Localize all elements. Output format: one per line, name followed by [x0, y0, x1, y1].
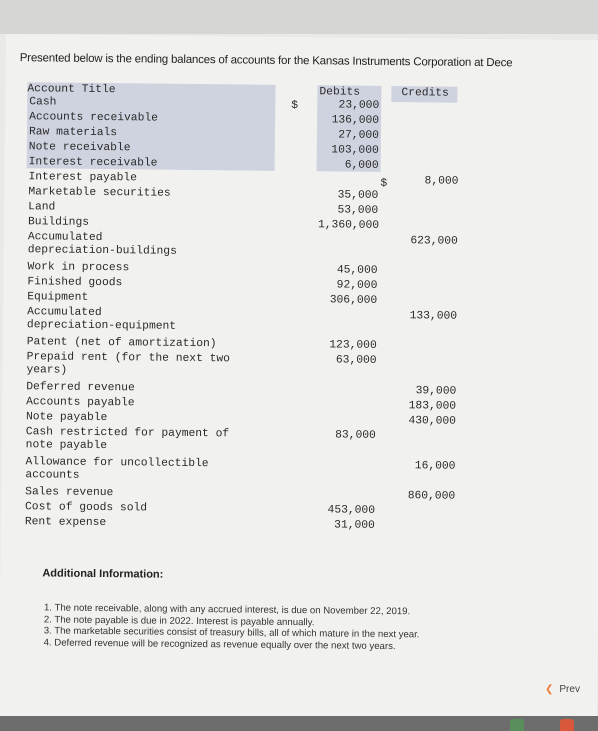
additional-notes	[44, 602, 420, 652]
note-item: 1. The note receivable, along with any accrued interest, is due on November 22, 2019.	[43, 602, 411, 618]
credit-value: 623,000	[410, 235, 458, 248]
account-title-cell: Equipment	[27, 291, 89, 304]
debit-value: 1,360,000	[317, 219, 380, 232]
debit-value: 136,000	[331, 114, 380, 127]
account-title-cell: Allowance for uncollectible accounts	[25, 456, 209, 482]
chevron-left-icon: ❮	[545, 684, 554, 695]
browser-top-bar	[0, 0, 598, 34]
debit-value: 63,000	[335, 354, 377, 367]
taskbar-app-icon[interactable]	[510, 719, 524, 731]
account-title-cell: Patent (net of amortization)	[26, 336, 217, 351]
bottom-bar	[0, 716, 598, 731]
account-title-header: Account Title	[27, 83, 116, 97]
debit-value: 306,000	[329, 294, 378, 307]
credit-value: 8,000	[424, 175, 459, 188]
credit-value: 39,000	[415, 385, 457, 398]
debit-value: 103,000	[331, 144, 379, 157]
debits-header: Debits	[319, 86, 361, 99]
debit-value: 45,000	[336, 264, 378, 277]
account-title-cell: Buildings	[27, 216, 90, 229]
debit-value: 123,000	[329, 339, 377, 352]
account-title-cell: Cash	[29, 96, 57, 109]
account-title-cell: Note payable	[25, 411, 108, 425]
account-title-cell: Accumulated depreciation-equipment	[26, 306, 177, 333]
debit-value: 92,000	[336, 279, 378, 292]
credit-currency-symbol: $	[380, 177, 388, 191]
debit-value: 453,000	[327, 504, 376, 517]
credit-value: 860,000	[407, 490, 456, 503]
credit-value: 16,000	[414, 460, 456, 473]
note-item: 4. Deferred revenue will be recognized as revenue equally over the next two years.	[43, 637, 396, 652]
taskbar-app-icon[interactable]	[560, 719, 574, 731]
account-title-cell: Cash restricted for payment of note payable	[25, 426, 230, 453]
account-title-cell: Deferred revenue	[26, 381, 135, 395]
debit-value: 27,000	[338, 129, 380, 142]
debit-value: 53,000	[337, 204, 379, 217]
debit-value: 83,000	[335, 429, 376, 442]
account-title-cell: Finished goods	[27, 276, 123, 290]
account-title-cell: Raw materials	[28, 126, 118, 140]
account-title-cell: Land	[28, 201, 56, 214]
credit-value: 133,000	[409, 310, 458, 323]
prev-button[interactable]	[545, 684, 580, 695]
problem-intro: Presented below is the ending balances of accounts for the Kansas Instruments Corporation at Dece	[19, 52, 513, 70]
credit-value: 183,000	[408, 400, 457, 413]
account-title-cell: Accumulated depreciation-buildings	[27, 231, 177, 258]
debit-currency-symbol: $	[291, 99, 299, 113]
debit-value: 6,000	[344, 159, 379, 172]
note-item: 2. The note payable is due in 2022. Interest is payable annually.	[43, 614, 315, 628]
account-title-cell: Work in process	[27, 261, 130, 275]
account-title-cell: Marketable securities	[28, 186, 171, 200]
account-title-cell: Accounts receivable	[29, 111, 158, 125]
credits-header: Credits	[401, 87, 449, 100]
additional-info-heading: Additional Information:	[42, 567, 164, 581]
account-title-cell: Interest payable	[28, 171, 138, 185]
credit-value: 430,000	[408, 415, 457, 428]
debit-value: 31,000	[334, 519, 375, 532]
account-title-cell: Note receivable	[28, 141, 131, 155]
account-title-cell: Cost of goods sold	[24, 501, 148, 515]
account-title-cell: Interest receivable	[28, 156, 158, 170]
prev-label: Prev	[559, 684, 580, 695]
note-item: 3. The marketable securities consist of treasury bills, all of which mature in the next year.	[43, 625, 420, 641]
debit-value: 35,000	[337, 189, 379, 202]
debit-value: 23,000	[338, 99, 380, 112]
account-title-cell: Rent expense	[24, 516, 107, 530]
account-title-cell: Accounts payable	[26, 396, 135, 410]
account-title-cell: Sales revenue	[25, 486, 114, 500]
problem-page	[0, 34, 598, 730]
account-title-cell: Prepaid rent (for the next two years)	[26, 351, 231, 377]
